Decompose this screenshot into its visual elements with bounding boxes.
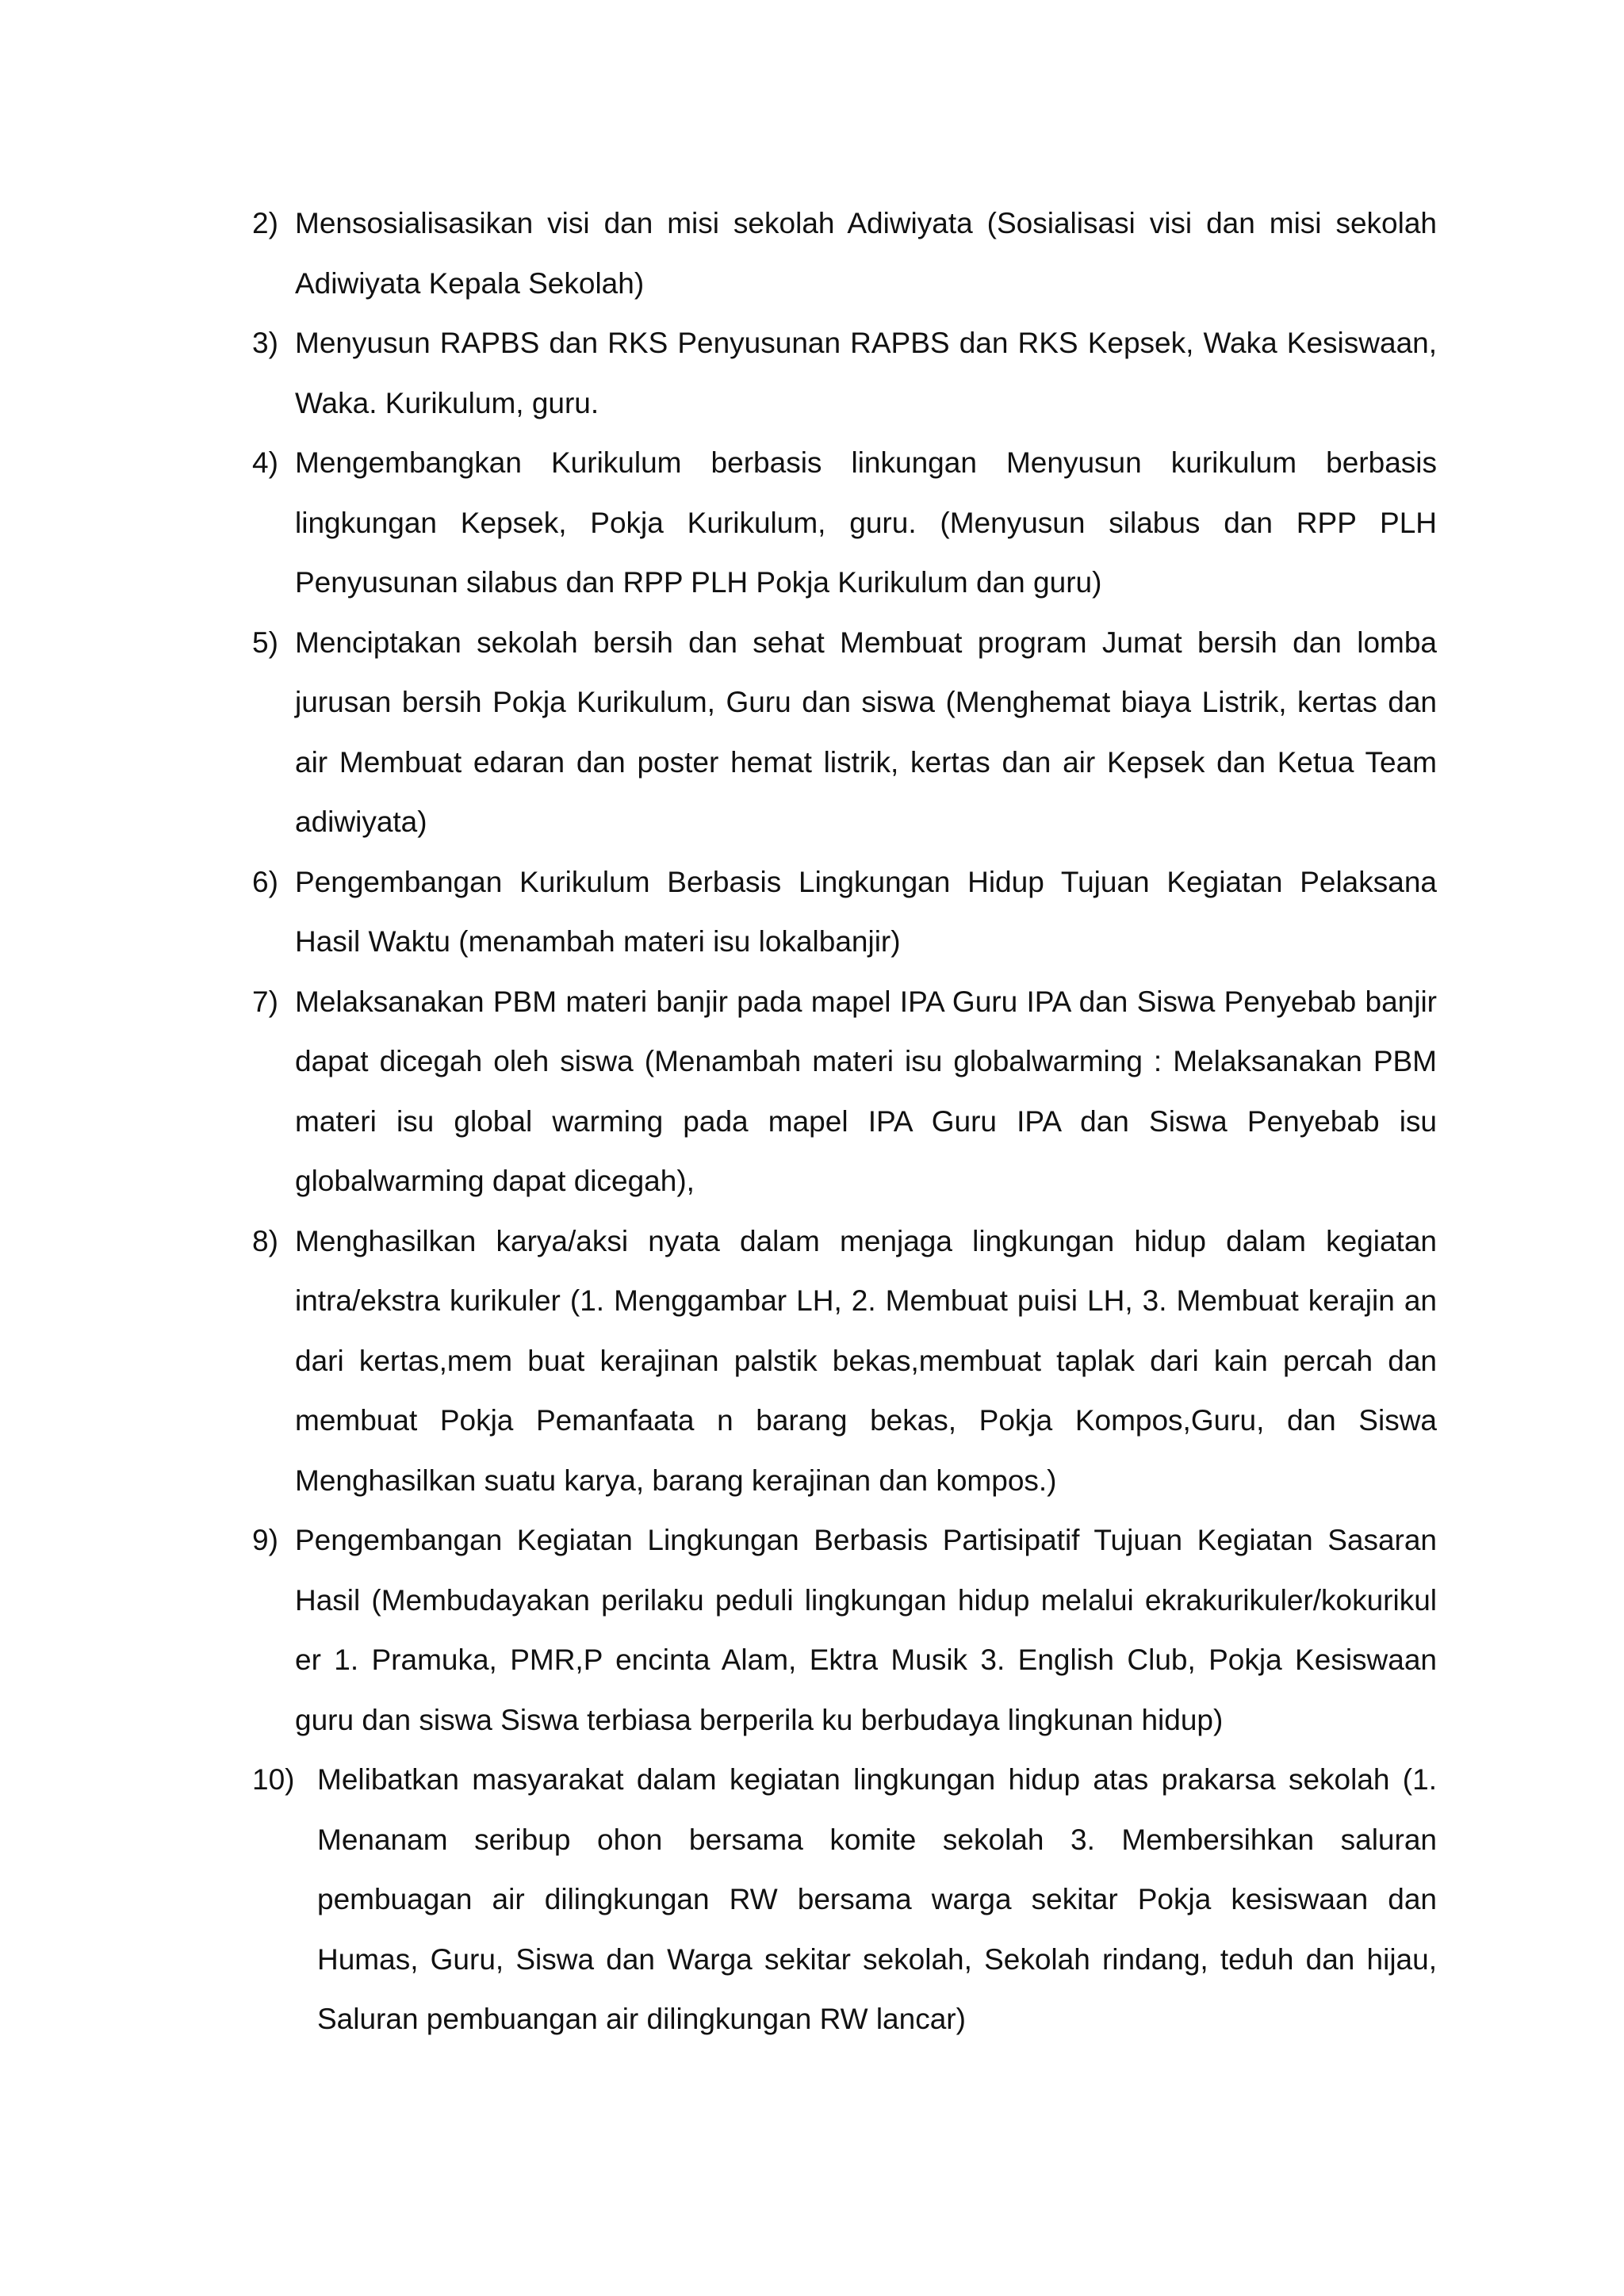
list-item-text: Mengembangkan Kurikulum berbasis linkungan Menyusun kurikulum berbasis lingkungan Kepsek, Pokja Kurikulum, guru. (Menyusun silabus dan RPP PLH Penyusunan silabus dan RPP PLH Pokja Kurikulum dan guru): [295, 446, 1437, 599]
list-item: [252, 1211, 1437, 1511]
list-item: [252, 852, 1437, 972]
list-item-text: Menyusun RAPBS dan RKS Penyusunan RAPBS dan RKS Kepsek, Waka Kesiswaan, Waka. Kurikulum, guru.: [295, 327, 1437, 419]
list-item-number: 6): [252, 865, 278, 898]
list-item-number: 10): [252, 1763, 295, 1796]
list-item-text: Menciptakan sekolah bersih dan sehat Membuat program Jumat bersih dan lomba jurusan bersih Pokja Kurikulum, Guru dan siswa (Menghemat biaya Listrik, kertas dan air Membuat edaran dan poster hemat listrik, kertas dan air Kepsek dan Ketua Team adiwiyata): [295, 626, 1437, 838]
list-item-number: 8): [252, 1224, 278, 1257]
list-item-text: Pengembangan Kegiatan Lingkungan Berbasis Partisipatif Tujuan Kegiatan Sasaran Hasil (Membudayakan perilaku peduli lingkungan hidup melalui ekrakurikuler/kokurikul er 1. Pramuka, PMR,P encinta Alam, Ektra Musik 3. English Club, Pokja Kesiswaan guru dan siswa Siswa terbiasa berperila ku berbudaya lingkunan hidup): [295, 1524, 1437, 1736]
list-item-text: Pengembangan Kurikulum Berbasis Lingkungan Hidup Tujuan Kegiatan Pelaksana Hasil Waktu (menambah materi isu lokalbanjir): [295, 865, 1437, 958]
list-item-text: Melaksanakan PBM materi banjir pada mapel IPA Guru IPA dan Siswa Penyebab banjir dapat dicegah oleh siswa (Menambah materi isu globalwarming : Melaksanakan PBM materi isu global warming pada mapel IPA Guru IPA dan Siswa Penyebab isu globalwarming dapat dicegah),: [295, 985, 1437, 1197]
list-item-number: 5): [252, 626, 278, 659]
list-item-number: 4): [252, 446, 278, 479]
list-item: [252, 1510, 1437, 1750]
list-item: [252, 1750, 1437, 2049]
list-item: [252, 433, 1437, 613]
list-item: [252, 193, 1437, 313]
list-item-text: Melibatkan masyarakat dalam kegiatan lingkungan hidup atas prakarsa sekolah (1. Menanam seribup ohon bersama komite sekolah 3. Membersihkan saluran pembuagan air dilingkungan RW bersama warga sekitar Pokja kesiswaan dan Humas, Guru, Siswa dan Warga sekitar sekolah, Sekolah rindang, teduh dan hijau, Saluran pembuangan air dilingkungan RW lancar): [317, 1763, 1437, 2035]
list-item-number: 9): [252, 1524, 278, 1556]
list-item-number: 3): [252, 327, 278, 359]
list-item-number: 7): [252, 985, 278, 1018]
list-item-text: Menghasilkan karya/aksi nyata dalam menjaga lingkungan hidup dalam kegiatan intra/ekstra kurikuler (1. Menggambar LH, 2. Membuat puisi LH, 3. Membuat kerajin an dari kertas,mem buat kerajinan palstik bekas,membuat taplak dari kain percah dan membuat Pokja Pemanfaata n barang bekas, Pokja Kompos,Guru, dan Siswa Menghasilkan suatu karya, barang kerajinan dan kompos.): [295, 1224, 1437, 1497]
list-item-number: 2): [252, 207, 278, 239]
list-item: [252, 972, 1437, 1211]
list-item-text: Mensosialisasikan visi dan misi sekolah Adiwiyata (Sosialisasi visi dan misi sekolah Adiwiyata Kepala Sekolah): [295, 207, 1437, 300]
list-item: [252, 313, 1437, 433]
list-item: [252, 613, 1437, 852]
numbered-list: [252, 193, 1437, 2049]
